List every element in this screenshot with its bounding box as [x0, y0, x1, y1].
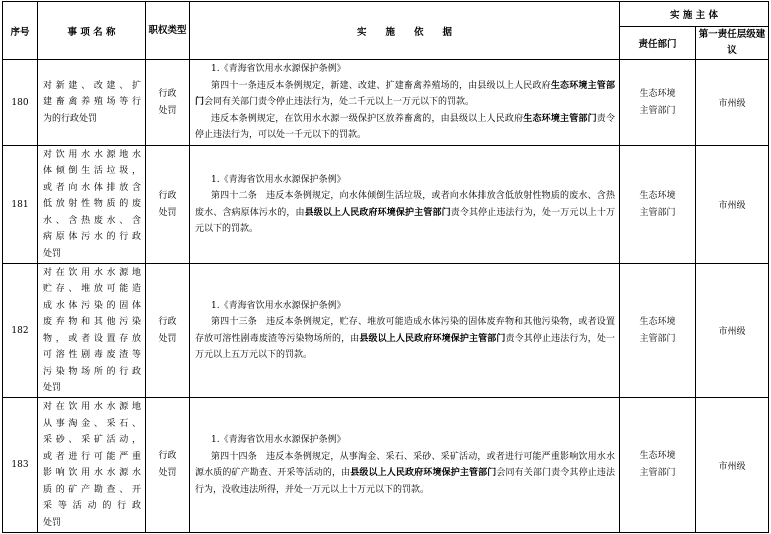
row-level: 市州级: [696, 146, 769, 264]
row-seq: 181: [3, 146, 38, 264]
row-power-type: 行政 处罚: [146, 146, 190, 264]
row-level: 市州级: [696, 264, 769, 398]
row-basis: 1.《青海省饮用水水源保护条例》 第四十三条 违反本条例规定，贮存、堆放可能造成水体污染的固体废弃物和其他污染物，或者设置存放可溶性剧毒废渣等污染物场所的，由县级以上人民政府环境保护主管部门责令其停止违法行为，处一万元以上五万元以下的罚款。: [190, 264, 620, 398]
header-row-1: [3, 2, 769, 27]
row-item-name: 对在饮用水水源地 从事淘金、采石、 采砂、采矿活动， 或者进行可能严重 影响饮用水水源水 质的矿产勘查、开 采等活动的行政 处罚: [38, 398, 146, 533]
row-power-type: 行政 处罚: [146, 264, 190, 398]
row-item-name: 对在饮用水水源地 贮存、堆放可能造 成水体污染的固体 废弃物和其他污染 物，或者设置存放 可溶性剧毒废渣等 污染物场所的行政 处罚: [38, 264, 146, 398]
header-subject: 实 施 主 体: [620, 2, 769, 27]
row-power-type: 行政 处罚: [146, 60, 190, 146]
table-row: [3, 398, 769, 533]
table-row: [3, 60, 769, 146]
power-list-table: [2, 1, 769, 533]
header-seq: 序号: [3, 2, 38, 60]
row-level: 市州级: [696, 398, 769, 533]
row-item-name: 对新建、改建、扩 建畜禽养殖场等行 为的行政处罚: [38, 60, 146, 146]
row-seq: 183: [3, 398, 38, 533]
row-basis: 1.《青海省饮用水水源保护条例》 第四十四条 违反本条例规定，从事淘金、采石、采砂、采矿活动，或者进行可能严重影响饮用水水源水质的矿产勘查、开采等活动的，由县级以上人民政府环境保护主管部门会同有关部门责令其停止违法行为，没收违法所得，并处一万元以上十万元以下的罚款。: [190, 398, 620, 533]
row-dept: 生态环境 主管部门: [620, 398, 696, 533]
row-basis: 1.《青海省饮用水水源保护条例》 第四十二条 违反本条例规定，向水体倾倒生活垃圾，或者向水体排放含低放射性物质的废水、含热废水、含病原体污水的，由县级以上人民政府环境保护主管部门责令其停止违法行为，处一万元以上十万元以下的罚款。: [190, 146, 620, 264]
row-level: 市州级: [696, 60, 769, 146]
header-basis: 实 施 依 据: [190, 2, 620, 60]
row-power-type: 行政 处罚: [146, 398, 190, 533]
row-dept: 生态环境 主管部门: [620, 264, 696, 398]
header-dept: 责任部门: [620, 27, 696, 60]
header-power-type: 职权类型: [146, 2, 190, 60]
header-item-name: 事 项 名 称: [38, 2, 146, 60]
table-row: [3, 146, 769, 264]
row-seq: 180: [3, 60, 38, 146]
table-row: [3, 264, 769, 398]
row-item-name: 对饮用水水源地水 体倾倒生活垃圾， 或者向水体排放含 低放射性物质的废 水、含热废水、含 病原体污水的行政 处罚: [38, 146, 146, 264]
row-seq: 182: [3, 264, 38, 398]
header-level: 第一责任层级建议: [696, 27, 769, 60]
row-dept: 生态环境 主管部门: [620, 146, 696, 264]
row-dept: 生态环境 主管部门: [620, 60, 696, 146]
row-basis: 1.《青海省饮用水水源保护条例》 第四十一条违反本条例规定，新建、改建、扩建畜禽养殖场的，由县级以上人民政府生态环境主管部门会同有关部门责令停止违法行为，处二千元以上一万元以下的罚款。 违反本条例规定，在饮用水水源一级保护区放养畜禽的，由县级以上人民政府生态环境主管部门责令停止违法行为，可以处一千元以下的罚款。: [190, 60, 620, 146]
